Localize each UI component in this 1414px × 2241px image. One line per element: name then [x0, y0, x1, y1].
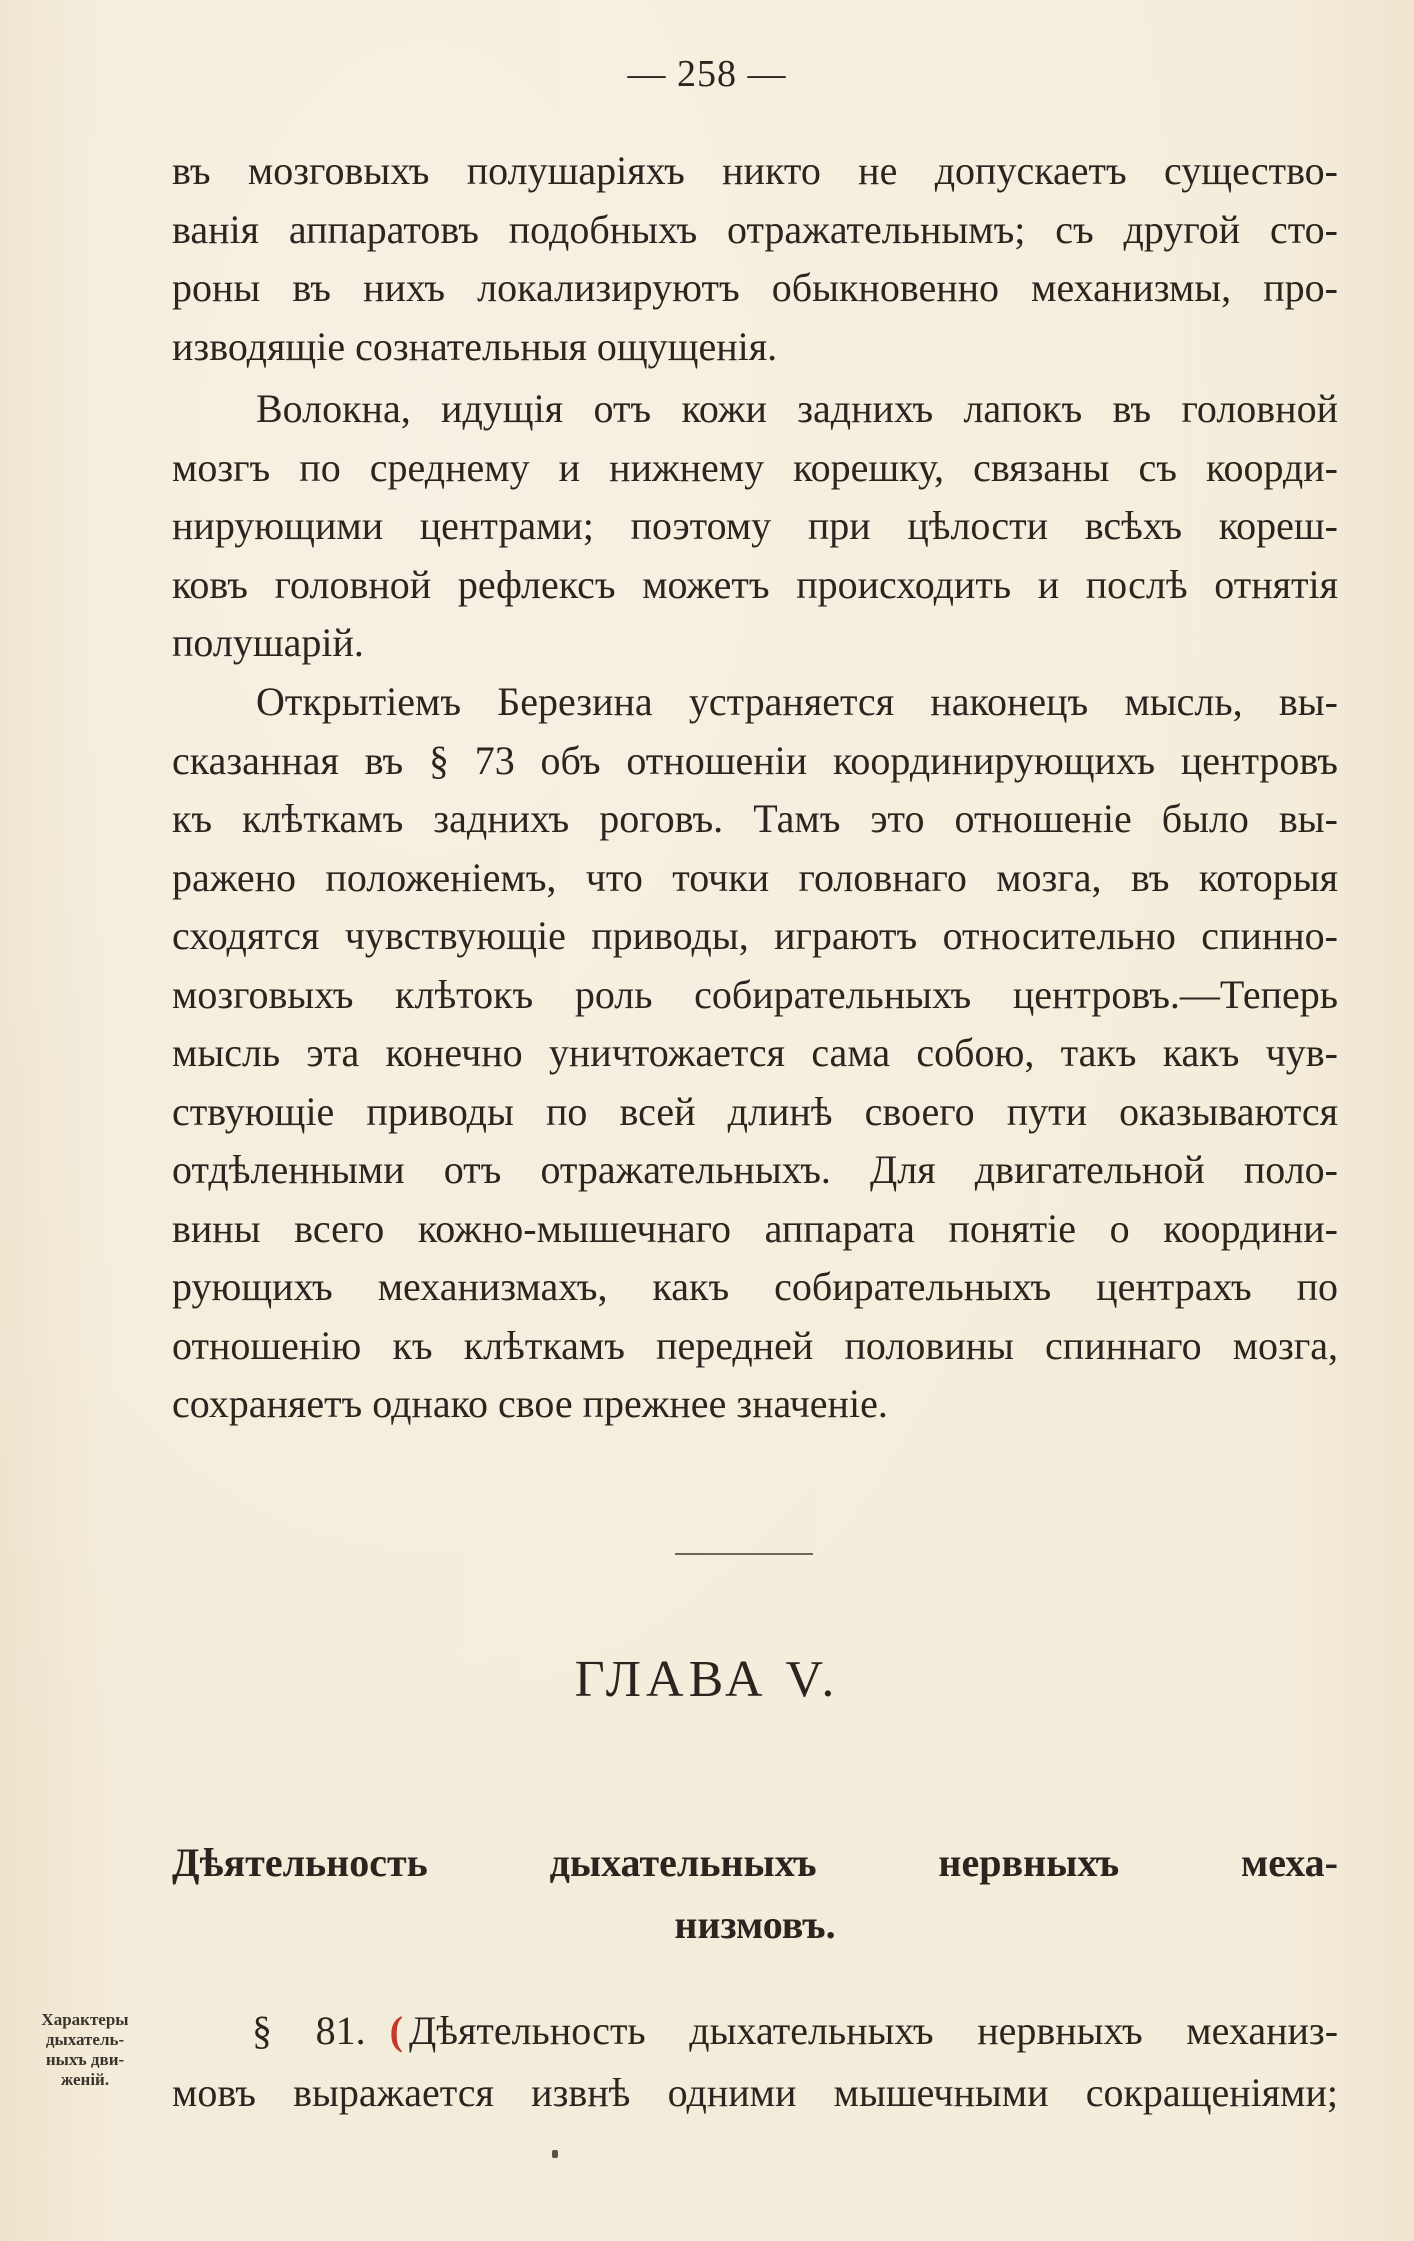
text-line: отдѣленными отъ отражательныхъ. Для двигательной поло- [172, 1147, 1338, 1192]
paragraph-3 [172, 673, 1338, 1434]
paragraph-2 [172, 380, 1338, 673]
ink-speck [552, 2150, 558, 2158]
text-line: Волокна, идущія отъ кожи заднихъ лапокъ въ головной [256, 386, 1338, 431]
text-line: къ клѣткамъ заднихъ роговъ. Тамъ это отношеніе было вы- [172, 796, 1338, 841]
section-divider [675, 1553, 813, 1555]
text-line: ковъ головной рефлексъ можетъ происходить и послѣ отнятія [172, 561, 1338, 607]
text-line: въ мозговыхъ полушаріяхъ никто не допускаетъ существо- [172, 148, 1338, 193]
text-line: роны въ нихъ локализируютъ обыкновенно механизмы, про- [172, 265, 1338, 310]
text-line: рующихъ механизмахъ, какъ собирательныхъ центрахъ по [172, 1264, 1338, 1309]
paragraph-81 [172, 2000, 1338, 2124]
text-line-content: Дѣятельность дыхательныхъ нервныхъ механиз- [408, 2008, 1339, 2053]
text-line: мозгъ по среднему и нижнему корешку, связаны съ коорди- [172, 444, 1338, 490]
text-line: Открытіемъ Березина устраняется наконецъ мысль, вы- [256, 679, 1338, 724]
text-line: сохраняетъ однако свое прежнее значеніе. [172, 1381, 888, 1426]
text-line: ствующіе приводы по всей длинѣ своего пути оказываются [172, 1088, 1338, 1134]
section-heading [172, 1832, 1338, 1956]
margin-note-line: женій. [60, 2070, 110, 2089]
red-pencil-mark: ( [389, 2008, 403, 2053]
margin-note [20, 2010, 150, 2090]
text-line: изводящіе сознательныя ощущенія. [172, 323, 778, 369]
text-line: мозговыхъ клѣтокъ роль собирательныхъ центровъ.—Теперь [172, 971, 1338, 1017]
chapter-title: ГЛАВА V. [574, 1651, 840, 1708]
page-number: — 258 — [627, 53, 787, 95]
text-line: вины всего кожно-мышечнаго аппарата понятіе о координи- [172, 1205, 1338, 1251]
text-line: нирующими центрами; поэтому при цѣлости всѣхъ кореш- [172, 503, 1338, 548]
section-heading-line: Дѣятельность дыхательныхъ нервныхъ меха- [172, 1840, 1338, 1885]
text-line: ражено положеніемъ, что точки головнаго мозга, въ которыя [172, 854, 1338, 900]
text-line: мысль эта конечно уничтожается сама собою, такъ какъ чув- [172, 1030, 1338, 1075]
text-line [172, 2000, 1338, 2062]
paragraph-1 [172, 142, 1338, 376]
text-line: мовъ выражается извнѣ одними мышечными сокращеніями; [172, 2070, 1338, 2115]
text-line: сказанная въ § 73 объ отношеніи координирующихъ центровъ [172, 737, 1338, 783]
margin-note-line: ныхъ дви- [45, 2050, 125, 2069]
text-line: сходятся чувствующіе приводы, играютъ относительно спинно- [172, 913, 1338, 958]
text-line: ванія аппаратовъ подобныхъ отражательнымъ; съ другой сто- [172, 206, 1338, 252]
text-line: полушарій. [172, 620, 364, 665]
section-heading-line: низмовъ. [674, 1902, 836, 1947]
margin-note-line: дыхатель- [45, 2030, 125, 2049]
text-line: отношенію къ клѣткамъ передней половины спиннаго мозга, [172, 1322, 1338, 1368]
section-number: § 81. [252, 2008, 366, 2053]
margin-note-line: Характеры [41, 2010, 129, 2029]
